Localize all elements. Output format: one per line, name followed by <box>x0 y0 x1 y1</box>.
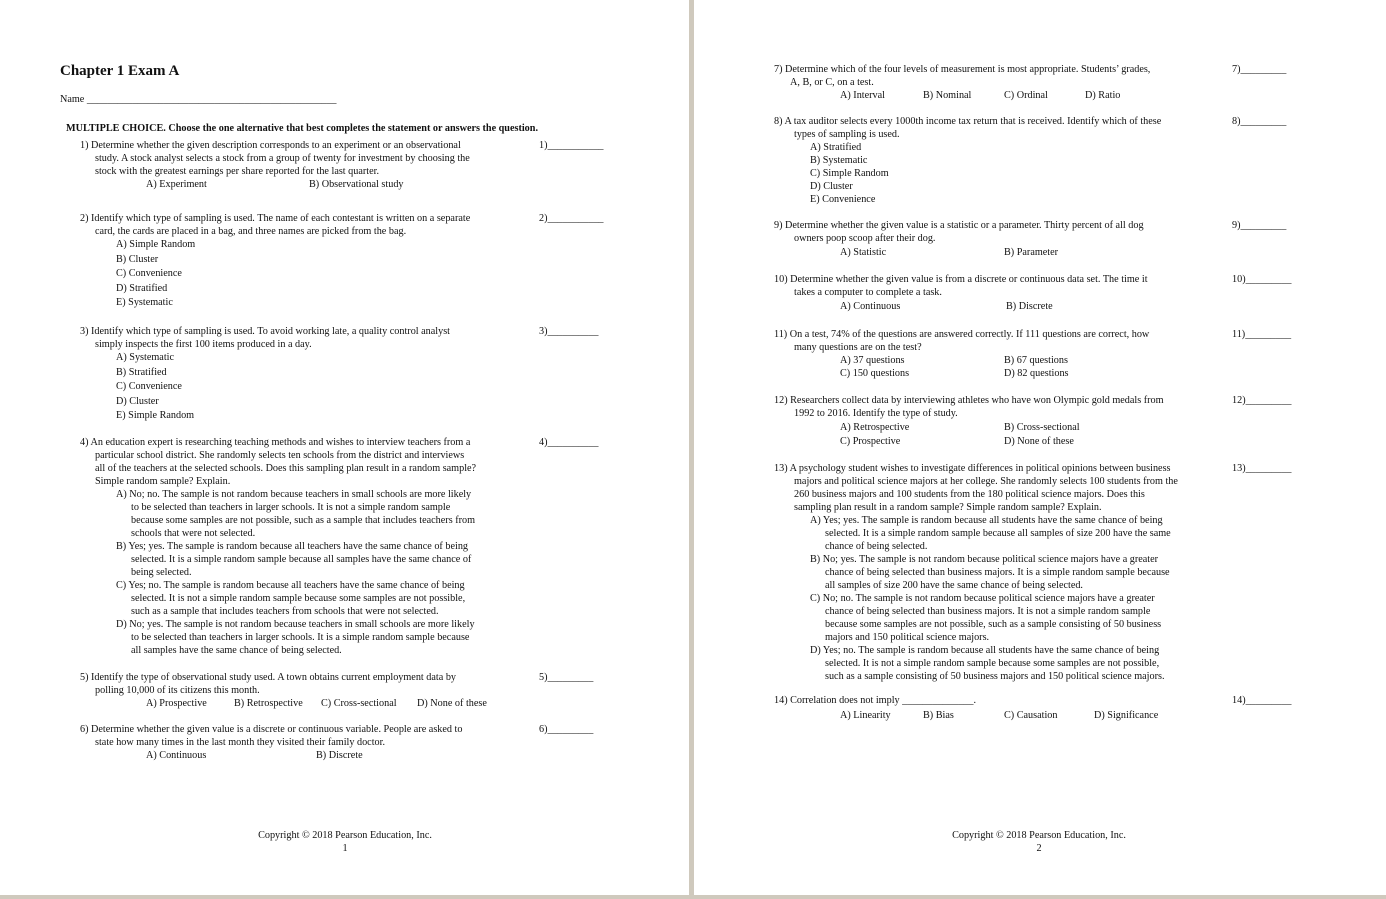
option-a[interactable] <box>116 488 475 540</box>
option-a[interactable] <box>810 514 1171 553</box>
option-d[interactable]: D) None of these <box>1004 436 1074 447</box>
question-line: 9) Determine whether the given value is a statistic or a parameter. Thirty percent of all dog <box>774 220 1144 231</box>
question-14 <box>774 694 976 707</box>
option-e[interactable]: E) Simple Random <box>116 410 195 421</box>
option-d[interactable]: D) Cluster <box>116 395 159 407</box>
question-line: 260 business majors and 100 students from the 180 political science majors. Does this <box>794 489 1145 500</box>
question-line: study. A stock analyst selects a stock from a group of twenty for investment by choosing the <box>95 153 470 164</box>
answer-blank-2[interactable]: 2)___________ <box>539 213 604 224</box>
name-field-label: Name _________________________________________________ <box>60 94 337 105</box>
question-line: 10) Determine whether the given value is from a discrete or continuous data set. The time it <box>774 274 1148 285</box>
question-11 <box>774 328 1149 354</box>
exam-page-2 <box>694 0 1386 895</box>
question-3 <box>80 325 450 351</box>
option-c[interactable]: C) Cross-sectional <box>321 698 397 709</box>
option-a[interactable]: A) Experiment <box>146 179 207 190</box>
option-line: majors and 150 political science majors. <box>825 632 990 643</box>
question-line: 8) A tax auditor selects every 1000th income tax return that is received. Identify which of these <box>774 116 1162 127</box>
option-c[interactable] <box>810 592 1171 644</box>
option-c[interactable]: C) Convenience <box>116 381 182 392</box>
option-line: selected. It is not a simple random sample because some samples are not possible, <box>131 593 466 604</box>
option-line: all samples of size 200 have the same chance of being selected. <box>825 580 1083 591</box>
option-b[interactable]: B) Retrospective <box>234 698 303 709</box>
option-d[interactable] <box>810 644 1171 683</box>
option-line: B) Yes; yes. The sample is random because all teachers have the same chance of being <box>116 541 469 552</box>
option-line: chance of being selected. <box>825 541 928 552</box>
question-line: majors and political science majors at her college. She randomly selects 100 students from the <box>794 476 1178 487</box>
option-b[interactable]: B) Stratified <box>116 366 167 378</box>
question-line: 1) Determine whether the given description corresponds to an experiment or an observational <box>80 140 461 151</box>
question-9 <box>774 219 1144 245</box>
question-line: 3) Identify which type of sampling is used. To avoid working late, a quality control analyst <box>80 326 451 337</box>
question-line: simply inspects the first 100 items produced in a day. <box>95 339 312 350</box>
option-a[interactable]: A) Retrospective <box>840 422 910 433</box>
option-line: chance of being selected than business majors. It is a simple random sample because <box>825 567 1170 578</box>
option-line: selected. It is not a simple random sample because some samples are not possible, <box>825 658 1160 669</box>
question-13 <box>774 462 1178 514</box>
question-4 <box>80 436 476 488</box>
question-5 <box>80 671 456 697</box>
option-line: B) No; yes. The sample is not random because political science majors have a greater <box>810 554 1159 565</box>
answer-blank-8[interactable]: 8)_________ <box>1232 116 1287 127</box>
page-footer <box>889 829 1189 855</box>
option-b[interactable]: B) Systematic <box>810 155 868 166</box>
question-line: sampling plan result in a random sample? Simple random sample? Explain. <box>794 502 1102 513</box>
question-line: types of sampling is used. <box>794 129 900 140</box>
answer-blank-5[interactable]: 5)_________ <box>539 672 594 683</box>
question-line: polling 10,000 of its citizens this month. <box>95 685 260 696</box>
option-line: schools that were not selected. <box>131 528 256 539</box>
option-line: selected. It is a simple random sample because all samples have the same chance of <box>131 554 472 565</box>
question-1 <box>80 139 470 178</box>
question-line: 1992 to 2016. Identify the type of study. <box>794 408 958 419</box>
question-line: all of the teachers at the selected schools. Does this sampling plan result in a random sample? <box>95 463 477 474</box>
option-c[interactable]: C) Simple Random <box>810 168 889 179</box>
option-c[interactable]: C) Convenience <box>116 268 182 279</box>
option-b[interactable] <box>116 540 475 579</box>
answer-blank-6[interactable]: 6)_________ <box>539 724 594 735</box>
option-d[interactable]: D) Significance <box>1094 710 1159 721</box>
answer-blank-9[interactable]: 9)_________ <box>1232 220 1287 231</box>
answer-blank-13[interactable]: 13)_________ <box>1232 463 1292 474</box>
option-line: such as a sample that includes teachers from schools that were not selected. <box>131 606 439 617</box>
answer-blank-14[interactable]: 14)_________ <box>1232 695 1292 706</box>
option-a[interactable]: A) Prospective <box>146 698 207 709</box>
question-12 <box>774 394 1164 420</box>
option-b[interactable]: B) Nominal <box>923 90 972 101</box>
options-list-3 <box>116 351 194 424</box>
question-line: 11) On a test, 74% of the questions are answered correctly. If 111 questions are correct, how <box>774 329 1150 340</box>
option-line: because some samples are not possible, such as a sample consisting of 50 business <box>825 619 1162 630</box>
question-line: card, the cards are placed in a bag, and three names are picked from the bag. <box>95 226 407 237</box>
question-line: particular school district. She randomly selects ten schools from the district and interviews <box>95 450 465 461</box>
question-line: 13) A psychology student wishes to investigate differences in political opinions between business <box>774 463 1171 474</box>
option-b[interactable]: B) Cross-sectional <box>1004 422 1080 433</box>
option-a[interactable]: A) Stratified <box>810 142 862 153</box>
page-title: Chapter 1 Exam A <box>60 63 180 79</box>
question-line: many questions are on the test? <box>794 342 922 353</box>
option-c[interactable]: C) Causation <box>1004 710 1058 721</box>
page-number: 2 <box>1036 843 1042 854</box>
option-a[interactable]: A) Linearity <box>840 710 891 721</box>
option-b[interactable]: B) Discrete <box>316 750 363 761</box>
page-footer <box>195 829 495 855</box>
option-b[interactable] <box>810 553 1171 592</box>
option-c[interactable]: C) Prospective <box>840 436 901 447</box>
option-a[interactable]: A) Interval <box>840 90 885 101</box>
question-line: 2) Identify which type of sampling is used. The name of each contestant is written on a separate <box>80 213 471 224</box>
option-line: A) No; no. The sample is not random because teachers in small schools are more likely <box>116 489 472 500</box>
question-line: state how many times in the last month they visited their family doctor. <box>95 737 386 748</box>
answer-blank-3[interactable]: 3)__________ <box>539 326 599 337</box>
answer-blank-10[interactable]: 10)_________ <box>1232 274 1292 285</box>
copyright-notice: Copyright © 2018 Pearson Education, Inc. <box>952 830 1126 841</box>
option-line: to be selected than teachers in larger schools. It is a simple random sample because <box>131 632 470 643</box>
option-line: C) Yes; no. The sample is random because all teachers have the same chance of being <box>116 580 465 591</box>
question-line: Simple random sample? Explain. <box>95 476 231 487</box>
option-d[interactable]: D) Cluster <box>810 181 853 192</box>
option-e[interactable]: E) Convenience <box>810 194 876 205</box>
option-line: such as a sample consisting of 50 business majors and 150 political science majors. <box>825 671 1165 682</box>
answer-blank-11[interactable]: 11)_________ <box>1232 329 1292 340</box>
option-d[interactable]: D) Stratified <box>116 282 168 294</box>
option-b[interactable]: B) Bias <box>923 710 954 721</box>
option-line: because some samples are not possible, such as a sample that includes teachers from <box>131 515 476 526</box>
options-list-13 <box>810 514 1171 683</box>
option-d[interactable]: D) 82 questions <box>1004 368 1069 379</box>
question-line: owners poop scoop after their dog. <box>794 233 936 244</box>
question-10 <box>774 273 1148 299</box>
option-line: to be selected than teachers in larger schools. It is not a simple random sample <box>131 502 451 513</box>
question-7 <box>774 63 1150 89</box>
option-b[interactable]: B) Observational study <box>309 179 404 190</box>
section-header: MULTIPLE CHOICE. Choose the one alternative that best completes the statement or answers the question. <box>66 123 538 134</box>
answer-blank-7[interactable]: 7)_________ <box>1232 64 1287 75</box>
option-b[interactable]: B) Cluster <box>116 253 159 265</box>
option-d[interactable] <box>116 618 475 657</box>
answer-blank-12[interactable]: 12)_________ <box>1232 395 1292 406</box>
option-line: selected. It is a simple random sample because all samples of size 200 have the same <box>825 528 1171 539</box>
question-6 <box>80 723 462 749</box>
option-line: chance of being selected than business majors. It is not a simple random sample <box>825 606 1151 617</box>
question-8 <box>774 115 1161 141</box>
question-line: 4) An education expert is researching teaching methods and wishes to interview teachers from a <box>80 437 471 448</box>
option-a[interactable]: A) Continuous <box>840 301 901 312</box>
answer-blank-1[interactable]: 1)___________ <box>539 140 604 151</box>
option-a[interactable]: A) Statistic <box>840 247 887 258</box>
option-line: C) No; no. The sample is not random because political science majors have a greater <box>810 593 1155 604</box>
option-line: A) Yes; yes. The sample is random because all students have the same chance of being <box>810 515 1163 526</box>
option-e[interactable]: E) Systematic <box>116 297 173 308</box>
question-line: 6) Determine whether the given value is a discrete or continuous variable. People are asked to <box>80 724 463 735</box>
option-c[interactable]: C) 150 questions <box>840 368 910 379</box>
option-line: D) No; yes. The sample is not random because teachers in small schools are more likely <box>116 619 475 630</box>
copyright-notice: Copyright © 2018 Pearson Education, Inc. <box>258 830 432 841</box>
option-line: all samples have the same chance of being selected. <box>131 645 342 656</box>
question-line: 5) Identify the type of observational study used. A town obtains current employment data by <box>80 672 457 683</box>
option-d[interactable]: D) None of these <box>417 698 487 709</box>
answer-blank-4[interactable]: 4)__________ <box>539 437 599 448</box>
option-a[interactable]: A) Continuous <box>146 750 207 761</box>
options-list-2 <box>116 238 195 311</box>
question-line: 14) Correlation does not imply ______________. <box>774 695 977 706</box>
page-number: 1 <box>342 843 348 854</box>
question-line: stock with the greatest earnings per share reported for the last quarter. <box>95 166 380 177</box>
question-line: 7) Determine which of the four levels of measurement is most appropriate. Students’ grades, <box>774 64 1151 75</box>
question-line: A, B, or C, on a test. <box>790 77 874 88</box>
exam-page-1 <box>0 0 689 895</box>
question-2 <box>80 212 470 238</box>
option-a[interactable]: A) 37 questions <box>840 355 905 366</box>
option-a[interactable]: A) Systematic <box>116 352 175 363</box>
option-c[interactable]: C) Ordinal <box>1004 90 1048 101</box>
question-line: 12) Researchers collect data by interviewing athletes who have won Olympic gold medals from <box>774 395 1164 406</box>
option-c[interactable] <box>116 579 475 618</box>
option-b[interactable]: B) Parameter <box>1004 247 1059 258</box>
option-d[interactable]: D) Ratio <box>1085 90 1121 101</box>
question-line: takes a computer to complete a task. <box>794 287 942 298</box>
options-list-8 <box>810 141 889 206</box>
option-line: being selected. <box>131 567 192 578</box>
option-line: D) Yes; no. The sample is random because all students have the same chance of being <box>810 645 1160 656</box>
option-a[interactable]: A) Simple Random <box>116 239 196 250</box>
option-b[interactable]: B) Discrete <box>1006 301 1053 312</box>
option-b[interactable]: B) 67 questions <box>1004 355 1068 366</box>
options-list-4 <box>116 488 475 657</box>
